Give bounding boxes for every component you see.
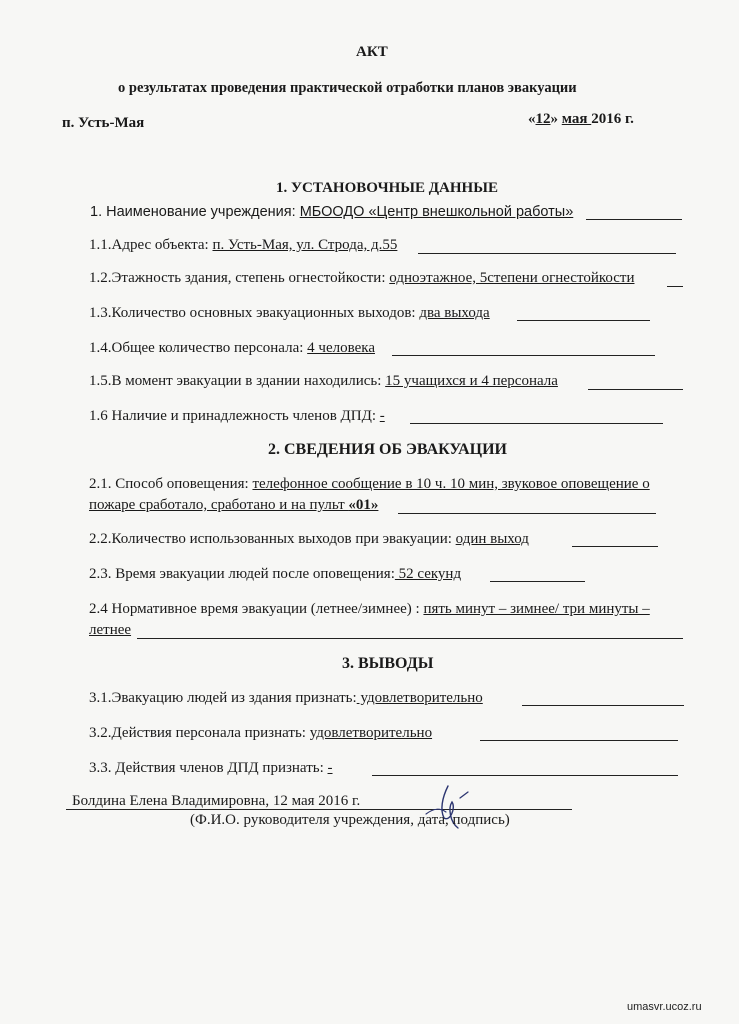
item-1-6-label: 1.6 Наличие и принадлежность членов ДПД: - xyxy=(89,408,385,424)
item-3-2-fill-line xyxy=(480,740,678,741)
date-close-quote: » xyxy=(550,111,558,127)
item-2-3-label: 2.3. Время эвакуации людей после оповещения: 52 секунд xyxy=(89,566,462,582)
signature-caption: (Ф.И.О. руководителя учреждения, дата, подпись) xyxy=(190,812,510,828)
item-2-2-value: один выход xyxy=(455,531,529,547)
item-1-2-fill-line xyxy=(667,286,683,287)
item-3-2-label: 3.2.Действия персонала признать: удовлетворительно xyxy=(89,725,433,741)
item-1-4-label: 1.4.Общее количество персонала: 4 человека xyxy=(89,340,375,356)
date-day: 12 xyxy=(535,111,551,127)
item-3-2-value: удовлетворительно xyxy=(309,725,433,741)
item-1-6-value: - xyxy=(379,408,385,424)
item-1-3-value: два выхода xyxy=(419,305,490,321)
item-1-3-label: 1.3.Количество основных эвакуационных выходов: два выхода xyxy=(89,305,490,321)
item-3-1-value: удовлетворительно xyxy=(356,690,483,706)
item-3-3-label: 3.3. Действия членов ДПД признать: - xyxy=(89,760,333,776)
date-year: 2016 г. xyxy=(591,111,634,127)
item-2-4-value-b: летнее xyxy=(89,622,132,638)
document-date xyxy=(528,111,634,128)
item-2-1-label: 2.1. Способ оповещения: телефонное сообщение в 10 ч. 10 мин, звуковое оповещение о xyxy=(89,476,650,492)
signature-line xyxy=(66,809,572,810)
handwritten-signature-icon xyxy=(420,778,490,838)
item-1-5-value: 15 учащихся и 4 персонала xyxy=(385,373,558,389)
date-month: мая xyxy=(561,111,592,127)
section1-heading: 1. УСТАНОВОЧНЫЕ ДАННЫЕ xyxy=(276,180,498,196)
item-2-3-value: 52 секунд xyxy=(394,566,462,582)
date-open-quote: « xyxy=(528,111,536,127)
item-2-3-fill-line xyxy=(490,581,585,582)
item-1-4-fill-line xyxy=(392,355,655,356)
item-1-1-label: 1.1.Адрес объекта: п. Усть-Мая, ул. Строда, д.55 xyxy=(89,237,398,253)
item-1-5-label: 1.5.В момент эвакуации в здании находились: 15 учащихся и 4 персонала xyxy=(89,373,558,389)
source-watermark: umasvr.ucoz.ru xyxy=(627,1001,702,1013)
item-1-1-fill-line xyxy=(418,253,676,254)
signature-name-date: Болдина Елена Владимировна, 12 мая 2016 г. xyxy=(72,793,361,809)
section3-heading: 3. ВЫВОДЫ xyxy=(342,655,434,672)
item-2-2-fill-line xyxy=(572,546,658,547)
item-3-1-label: 3.1.Эвакуацию людей из здания признать: удовлетворительно xyxy=(89,690,483,706)
document-subtitle: о результатах проведения практической отработки планов эвакуации xyxy=(118,80,577,96)
item-2-1-value-a: телефонное сообщение в 10 ч. 10 мин, звуковое оповещение о xyxy=(252,476,650,492)
item-1-3-fill-line xyxy=(517,320,650,321)
item-1-5-fill-line xyxy=(588,389,683,390)
item-1-4-value: 4 человека xyxy=(307,340,375,356)
section2-heading: 2. СВЕДЕНИЯ ОБ ЭВАКУАЦИИ xyxy=(268,441,507,458)
item-2-4-line2 xyxy=(89,622,131,639)
item-3-3-value: - xyxy=(327,760,333,776)
item-1-2-value: одноэтажное, 5степени огнестойкости xyxy=(389,270,635,286)
item-2-1-fill-line xyxy=(398,513,656,514)
item-1-label: 1. Наименование учреждения: МБООДО «Центр внешкольной работы» xyxy=(90,204,574,220)
item-2-1-value-c: «01» xyxy=(348,497,379,513)
item-2-4-label: 2.4 Нормативное время эвакуации (летнее/зимнее) : пять минут – зимнее/ три минуты – xyxy=(89,601,650,617)
item-2-4-fill-line xyxy=(137,638,683,639)
item-1-fill-line xyxy=(586,219,682,220)
item-1-1-value: п. Усть-Мая, ул. Строда, д.55 xyxy=(212,237,398,253)
item-1-6-fill-line xyxy=(410,423,663,424)
item-2-4-value-a: пять минут – зимнее/ три минуты – xyxy=(423,601,650,617)
document-title: АКТ xyxy=(356,44,388,60)
item-1-value: МБООДО «Центр внешкольной работы» xyxy=(299,204,574,220)
item-2-2-label: 2.2.Количество использованных выходов при эвакуации: один выход xyxy=(89,531,529,547)
item-1-2-label: 1.2.Этажность здания, степень огнестойкости: одноэтажное, 5степени огнестойкости xyxy=(89,270,635,286)
item-2-1-line2 xyxy=(89,497,378,514)
item-3-3-fill-line xyxy=(372,775,678,776)
place-name: п. Усть-Мая xyxy=(62,115,145,131)
item-3-1-fill-line xyxy=(522,705,684,706)
item-2-1-value-b: пожаре сработало, сработано и на пульт xyxy=(89,497,349,513)
